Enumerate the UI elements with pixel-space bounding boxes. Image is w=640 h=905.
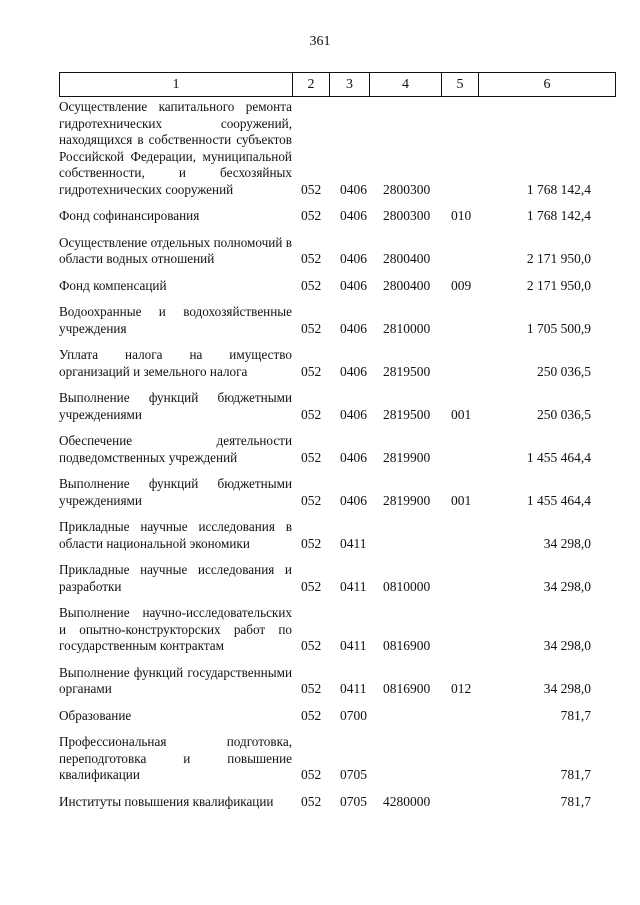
row-ministry-code: 052 (301, 181, 322, 197)
row-amount: 1 768 142,4 (526, 181, 591, 197)
row-expense-type: 010 (451, 208, 472, 223)
table-row (59, 519, 615, 552)
row-section-code: 0406 (340, 492, 367, 508)
row-target-code: 0816900 (383, 638, 431, 653)
row-amount: 250 036,5 (537, 406, 591, 422)
row-amount: 250 036,5 (537, 363, 591, 379)
row-section-code: 0406 (340, 208, 367, 223)
row-section-code: 0406 (340, 363, 367, 379)
row-ministry-code: 052 (301, 767, 322, 782)
row-name: Институты повышения квалификации (59, 793, 274, 809)
row-section-code: 0411 (340, 578, 367, 594)
table-row (59, 708, 615, 725)
row-section-code: 0406 (340, 320, 367, 336)
row-ministry-code: 052 (301, 707, 322, 723)
row-section-code: 0411 (340, 681, 367, 696)
row-section-code: 0411 (340, 535, 367, 551)
row-ministry-code: 052 (301, 406, 322, 422)
row-ministry-code: 052 (301, 793, 322, 809)
row-target-code: 2800300 (383, 181, 431, 197)
row-name: Фонд софинансирования (59, 208, 200, 223)
row-target-code: 0816900 (383, 681, 431, 696)
table-row (59, 304, 615, 337)
row-name: Фонд компенсаций (59, 277, 167, 293)
row-target-code: 2800400 (383, 277, 431, 293)
row-target-code: 4280000 (383, 793, 431, 809)
row-name: Прикладные научные исследования в области национальной экономики (59, 519, 292, 551)
table-row (59, 208, 615, 225)
row-section-code: 0406 (340, 277, 367, 293)
column-header-5: 5 (442, 73, 479, 97)
row-expense-type: 012 (451, 681, 472, 696)
table-row (59, 99, 615, 198)
page-number: 361 (309, 34, 331, 49)
row-section-code: 0411 (340, 638, 367, 653)
row-amount: 1 705 500,9 (526, 320, 591, 336)
column-header-3: 3 (330, 73, 370, 97)
row-ministry-code: 052 (301, 363, 322, 379)
table-row (59, 433, 615, 466)
row-name: Уплата налога на имущество организаций и земельного налога (59, 347, 292, 379)
table-row (59, 278, 615, 295)
row-section-code: 0406 (340, 449, 367, 465)
row-name: Прикладные научные исследования и разработки (59, 562, 292, 594)
column-header-4: 4 (370, 73, 442, 97)
column-header-table (59, 72, 616, 97)
column-header-row (60, 73, 616, 97)
row-target-code: 0810000 (383, 578, 431, 594)
table-row (59, 235, 615, 268)
table-row (59, 476, 615, 509)
table-row (59, 734, 615, 784)
budget-table-body (59, 99, 615, 820)
row-ministry-code: 052 (301, 251, 322, 266)
row-target-code: 2800400 (383, 251, 431, 266)
row-name: Выполнение функций бюджетными учреждениями (59, 476, 292, 508)
row-ministry-code: 052 (301, 320, 322, 336)
table-row (59, 347, 615, 380)
row-name: Образование (59, 707, 132, 723)
row-amount: 781,7 (560, 767, 591, 782)
row-section-code: 0705 (340, 793, 367, 809)
table-row (59, 665, 615, 698)
table-row (59, 390, 615, 423)
row-section-code: 0705 (340, 767, 367, 782)
row-amount: 2 171 950,0 (526, 251, 591, 266)
table-row (59, 605, 615, 655)
column-header-1: 1 (60, 73, 293, 97)
row-ministry-code: 052 (301, 681, 322, 696)
row-amount: 1 455 464,4 (526, 492, 591, 508)
row-amount: 34 298,0 (543, 681, 591, 696)
row-ministry-code: 052 (301, 277, 322, 293)
row-name: Выполнение научно-исследовательских и опытно-конструкторских работ по государственным контрактам (59, 605, 292, 653)
row-target-code: 2819900 (383, 449, 431, 465)
row-target-code: 2819900 (383, 492, 431, 508)
row-ministry-code: 052 (301, 492, 322, 508)
row-ministry-code: 052 (301, 578, 322, 594)
row-section-code: 0700 (340, 707, 367, 723)
row-section-code: 0406 (340, 251, 367, 266)
row-target-code: 2819500 (383, 363, 431, 379)
table-row (59, 562, 615, 595)
row-section-code: 0406 (340, 406, 367, 422)
row-amount: 1 455 464,4 (526, 449, 591, 465)
table-row (59, 794, 615, 811)
row-target-code: 2819500 (383, 406, 431, 422)
row-ministry-code: 052 (301, 638, 322, 653)
row-ministry-code: 052 (301, 449, 322, 465)
row-expense-type: 009 (451, 277, 472, 293)
row-target-code: 2800300 (383, 208, 431, 223)
row-amount: 2 171 950,0 (526, 277, 591, 293)
row-amount: 34 298,0 (543, 638, 591, 653)
row-expense-type: 001 (451, 406, 472, 422)
row-expense-type: 001 (451, 492, 472, 508)
row-name: Осуществление отдельных полномочий в области водных отношений (59, 234, 292, 266)
row-amount: 781,7 (560, 707, 591, 723)
row-name: Осуществление капитального ремонта гидротехнических сооружений, находящихся в собственности субъектов Российской Федерации, муниципальной собственности, и бесхозяйных гидротехнических сооружений (59, 99, 292, 197)
row-amount: 34 298,0 (543, 578, 591, 594)
row-name: Профессиональная подготовка, переподготовка и повышение квалификации (59, 734, 292, 782)
row-section-code: 0406 (340, 181, 367, 197)
row-amount: 781,7 (560, 793, 591, 809)
row-target-code: 2810000 (383, 320, 431, 336)
row-name: Водоохранные и водохозяйственные учреждения (59, 304, 292, 336)
row-ministry-code: 052 (301, 208, 322, 223)
row-name: Выполнение функций бюджетными учреждениями (59, 390, 292, 422)
row-amount: 1 768 142,4 (526, 208, 591, 223)
row-name: Обеспечение деятельности подведомственных учреждений (59, 433, 292, 465)
column-header-6: 6 (479, 73, 616, 97)
row-amount: 34 298,0 (543, 535, 591, 551)
row-ministry-code: 052 (301, 535, 322, 551)
column-header-2: 2 (293, 73, 330, 97)
row-name: Выполнение функций государственными органами (59, 664, 292, 696)
